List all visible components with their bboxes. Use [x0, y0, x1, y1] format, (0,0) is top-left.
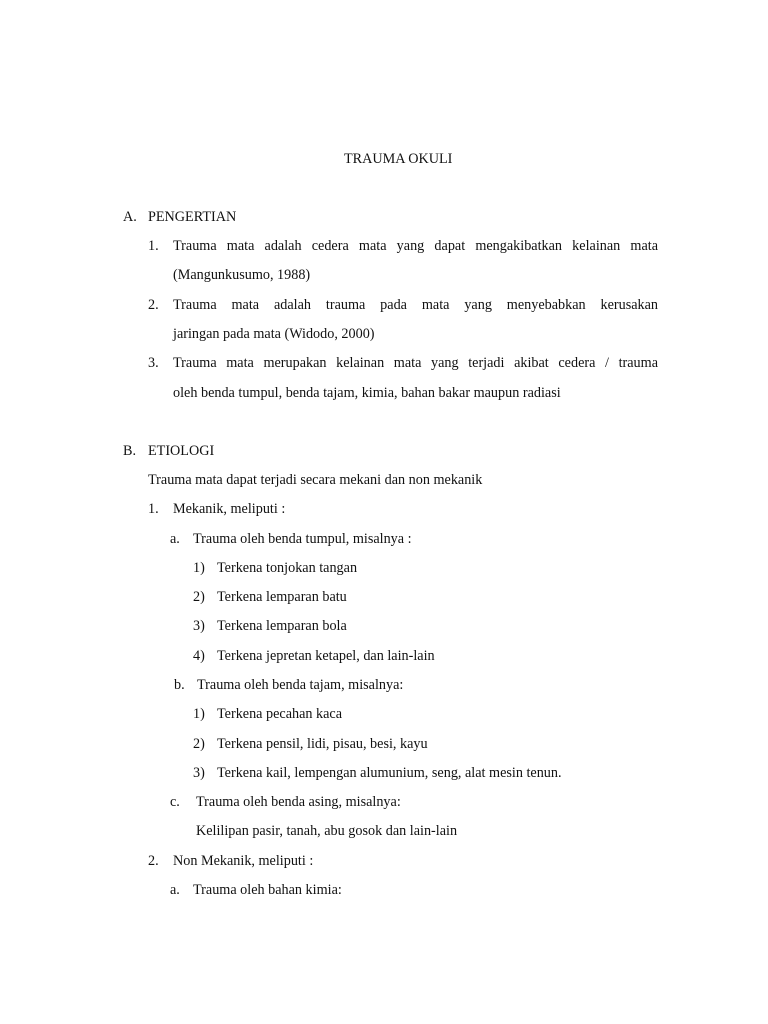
benda-tajam-item-1: Terkena pecahan kaca [217, 706, 343, 722]
definition-2-number: 2. [148, 297, 159, 313]
benda-tajam-label: Trauma oleh benda tajam, misalnya: [197, 677, 404, 693]
benda-tumpul-item-3-number: 3) [193, 618, 205, 634]
benda-tumpul-label: Trauma oleh benda tumpul, misalnya : [193, 531, 412, 547]
benda-asing-marker: c. [170, 794, 180, 810]
benda-tajam-item-3-number: 3) [193, 765, 205, 781]
benda-tumpul-item-4-number: 4) [193, 648, 205, 664]
definition-3-line-1: Trauma mata merupakan kelainan mata yang terjadi akibat cedera / trauma [173, 355, 658, 371]
benda-tajam-item-3: Terkena kail, lempengan alumunium, seng, alat mesin tenun. [217, 765, 562, 781]
benda-tajam-marker: b. [174, 677, 185, 693]
definition-3-number: 3. [148, 355, 159, 371]
page-title: TRAUMA OKULI [344, 151, 453, 167]
bahan-kimia-marker: a. [170, 882, 180, 898]
definition-1-line-1: Trauma mata adalah cedera mata yang dapat mengakibatkan kelainan mata [173, 238, 658, 254]
non-mekanik-number: 2. [148, 853, 159, 869]
mekanik-label: Mekanik, meliputi : [173, 501, 286, 517]
definition-2-line-1: Trauma mata adalah trauma pada mata yang menyebabkan kerusakan [173, 297, 658, 313]
benda-tumpul-item-3: Terkena lemparan bola [217, 618, 347, 634]
etiologi-intro: Trauma mata dapat terjadi secara mekani dan non mekanik [148, 472, 483, 488]
mekanik-number: 1. [148, 501, 159, 517]
section-b-marker: B. [123, 443, 137, 459]
benda-tajam-item-2-number: 2) [193, 736, 205, 752]
benda-tumpul-item-2: Terkena lemparan batu [217, 589, 347, 605]
definition-1-number: 1. [148, 238, 159, 254]
benda-asing-text: Kelilipan pasir, tanah, abu gosok dan lain-lain [196, 823, 458, 839]
bahan-kimia-label: Trauma oleh bahan kimia: [193, 882, 342, 898]
benda-asing-label: Trauma oleh benda asing, misalnya: [196, 794, 401, 810]
benda-tajam-item-2: Terkena pensil, lidi, pisau, besi, kayu [217, 736, 428, 752]
benda-tumpul-item-4: Terkena jepretan ketapel, dan lain-lain [217, 648, 435, 664]
section-a-heading: PENGERTIAN [148, 209, 237, 225]
benda-tajam-item-1-number: 1) [193, 706, 205, 722]
benda-tumpul-item-1-number: 1) [193, 560, 205, 576]
definition-2-line-2: jaringan pada mata (Widodo, 2000) [173, 326, 375, 342]
definition-3-line-2: oleh benda tumpul, benda tajam, kimia, bahan bakar maupun radiasi [173, 385, 561, 401]
section-a-marker: A. [123, 209, 137, 225]
non-mekanik-label: Non Mekanik, meliputi : [173, 853, 314, 869]
benda-tumpul-item-1: Terkena tonjokan tangan [217, 560, 358, 576]
benda-tumpul-item-2-number: 2) [193, 589, 205, 605]
benda-tumpul-marker: a. [170, 531, 180, 547]
definition-1-line-2: (Mangunkusumo, 1988) [173, 267, 311, 283]
section-b-heading: ETIOLOGI [148, 443, 215, 459]
